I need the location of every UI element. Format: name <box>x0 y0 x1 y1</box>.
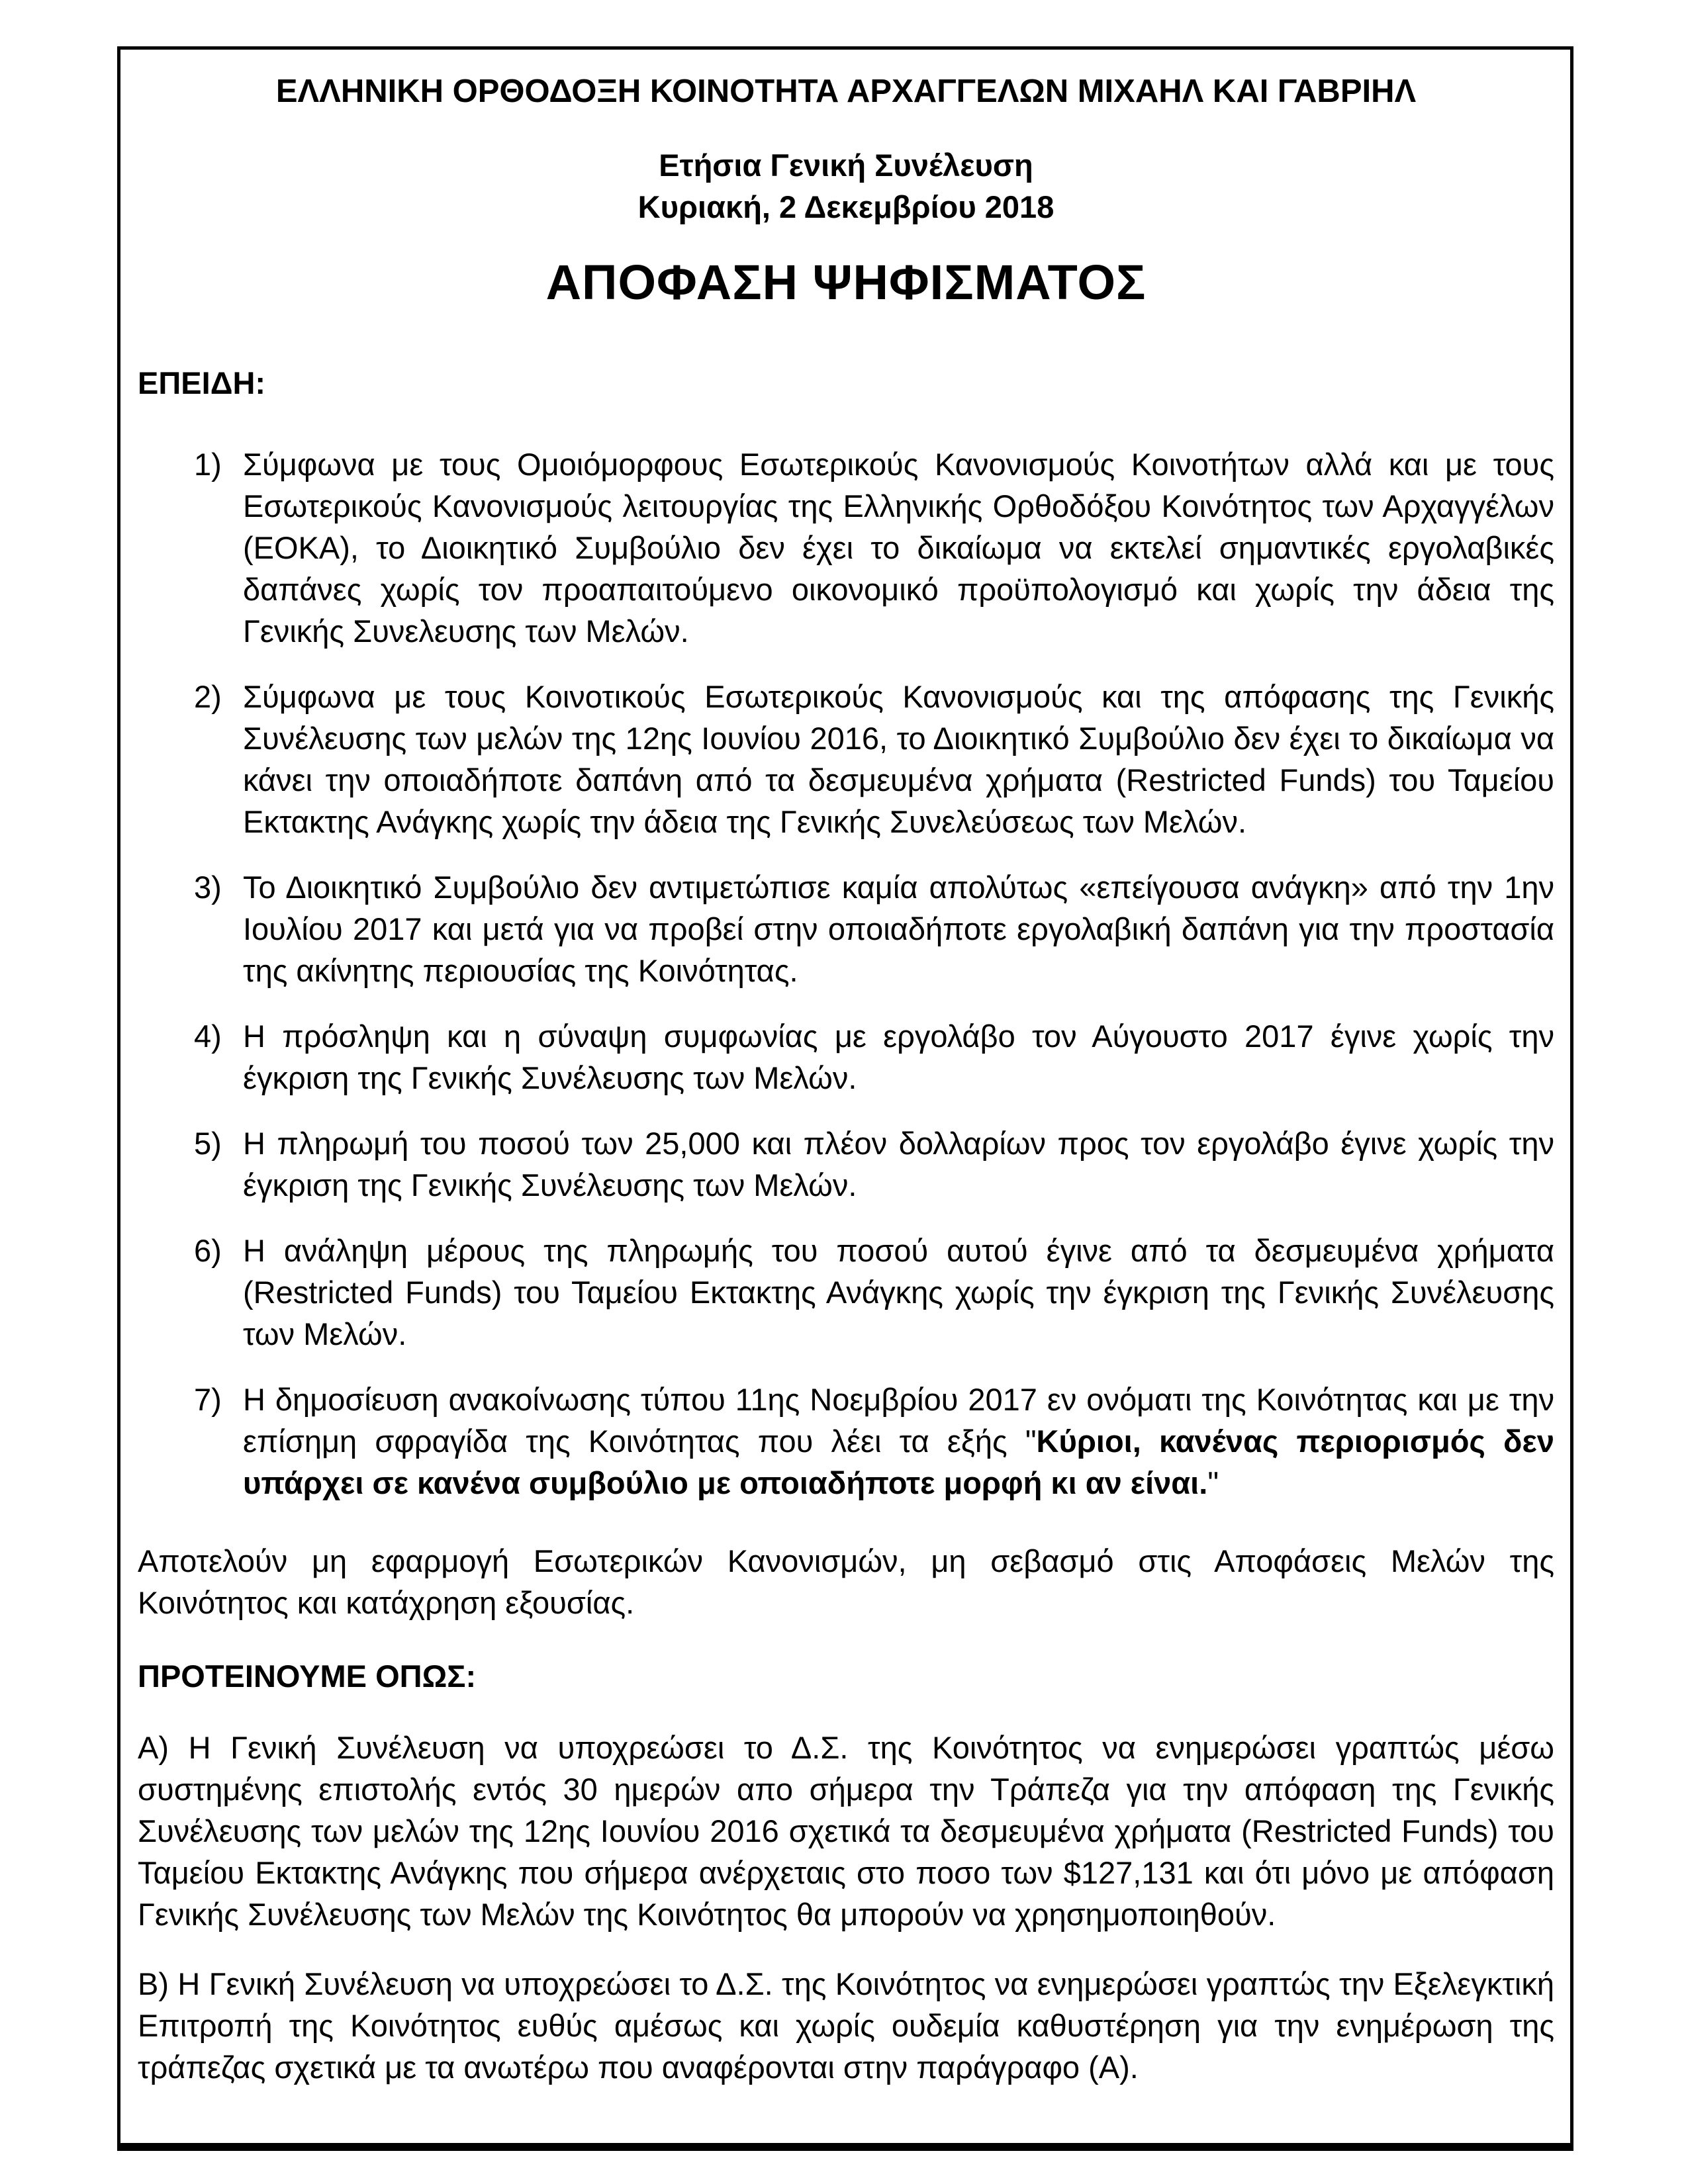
whereas-item-1 <box>194 443 1554 652</box>
item-number: 4) <box>194 1019 222 1054</box>
item-number: 7) <box>194 1382 222 1417</box>
item-text: Η πληρωμή του ποσού των 25,000 και πλέον δολλαρίων προς τον εργολάβο έγινε χωρίς την έγκριση της Γενικής Συνέλευσης των Μελών. <box>243 1126 1554 1203</box>
item-number: 1) <box>194 447 222 482</box>
item-text <box>243 1379 1554 1504</box>
whereas-item-2 <box>194 676 1554 842</box>
proposal-paragraph-a: Α) Η Γενική Συνέλευση να υποχρεώσει το Δ.Σ. της Κοινότητος να ενημερώσει γραπτώς μέσω συστημένης επιστολής εντός 30 ημερών απο σήμερα την Τράπεζα για την απόφαση της Γενικής Συνέλευσης των μελών της 12ης Ιουνίου 2016 σχετικά τα δεσμευμένα χρήματα (Restricted Funds) του Ταμείου Εκτακτης Ανάγκης που σήμερα ανέρχεταις στο ποσο των $127,131 και ότι μόνο με απόφαση Γενικής Συνέλευσης των Μελών της Κοινότητος θα μπορούν να χρησημοποιηθούν. <box>138 1730 1554 1932</box>
whereas-item-3 <box>194 866 1554 991</box>
item-text: Το Διοικητικό Συμβούλιο δεν αντιμετώπισε καμία απολύτως «επείγουσα ανάγκη» από την 1ην Ιουλίου 2017 και μετά για να προβεί στην οποιαδήποτε εργολαβική δαπάνη για την προστασία της ακίνητης περιουσίας της Κοινότητας. <box>243 870 1554 988</box>
meeting-title: Ετήσια Γενική Συνέλευση <box>659 148 1033 183</box>
item-text-normal: Η δημοσίευση ανακοίνωσης τύπου 11ης Νοεμβρίου 2017 εν ονόματι της Κοινότητας και με την επίσημη σφραγίδα της Κοινότητας που λέει τα εξής " <box>243 1382 1554 1459</box>
document-title: ΑΠΟΦΑΣΗ ΨΗΦΙΣΜΑΤΟΣ <box>545 255 1147 310</box>
conclusion-paragraph: Αποτελούν μη εφαρμογή Εσωτερικών Κανονισμών, μη σεβασμό στις Αποφάσεις Μελών της Κοινότητος και κατάχρηση εξουσίας. <box>138 1543 1554 1620</box>
meeting-block <box>138 144 1554 228</box>
whereas-item-4 <box>194 1015 1554 1099</box>
whereas-list <box>138 443 1554 1504</box>
proposal-paragraph-b: Β) Η Γενική Συνέλευση να υποχρεώσει το Δ.Σ. της Κοινότητος να ενημερώσει γραπτώς την Εξελεγκτική Επιτροπή της Κοινότητος ευθύς αμέσως και χωρίς ουδεμία καθυστέρηση για την ενημέρωση της τράπεζας σχετικά με τα ανωτέρω που αναφέρονται στην παράγραφο (Α). <box>138 1966 1554 2085</box>
item-text: Η πρόσληψη και η σύναψη συμφωνίας με εργολάβο τον Αύγουστο 2017 έγινε χωρίς την έγκριση της Γενικής Συνέλευσης των Μελών. <box>243 1019 1554 1095</box>
item-text-closing-quote: " <box>1207 1465 1219 1500</box>
organization-title: ΕΛΛΗΝΙΚΗ ΟΡΘΟΔΟΞΗ ΚΟΙΝΟΤΗΤΑ ΑΡΧΑΓΓΕΛΩΝ ΜΙΧΑΗΛ ΚΑΙ ΓΑΒΡΙΗΛ <box>275 73 1417 109</box>
whereas-item-6 <box>194 1230 1554 1355</box>
whereas-heading: ΕΠΕΙΔΗ: <box>138 365 266 400</box>
propose-heading: ΠΡΟΤΕΙΝΟΥΜΕ ΟΠΩΣ: <box>138 1659 477 1694</box>
item-text: Η ανάληψη μέρους της πληρωμής του ποσού αυτού έγινε από τα δεσμευμένα χρήματα (Restricted Funds) του Ταμείου Εκτακτης Ανάγκης χωρίς την έγκριση της Γενικής Συνέλευσης των Μελών. <box>243 1233 1554 1351</box>
item-text: Σύμφωνα με τους Ομοιόμορφους Εσωτερικούς Κανονισμούς Κοινοτήτων αλλά και με τους Εσωτερικούς Κανονισμούς λειτουργίας της Ελληνικής Ορθοδόξου Κοινότητος των Αρχαγγέλων (ΕΟΚΑ), το Διοικητικό Συμβούλιο δεν έχει το δικαίωμα να εκτελεί σημαντικές εργολαβικές δαπάνες χωρίς τον προαπαιτούμενο οικονομικό προϋπολογισμό και χωρίς την άδεια της Γενικής Συνελευσης των Μελών. <box>243 447 1554 649</box>
item-text: Σύμφωνα με τους Κοινοτικούς Εσωτερικούς Κανονισμούς και της απόφασης της Γενικής Συνέλευσης των μελών της 12ης Ιουνίου 2016, το Διοικητικό Συμβούλιο δεν έχει το δικαίωμα να κάνει την οποιαδήποτε δαπάνη από τα δεσμευμένα χρήματα (Restricted Funds) του Ταμείου Εκτακτης Ανάγκης χωρίς την άδεια της Γενικής Συνελεύσεως των Μελών. <box>243 679 1554 839</box>
meeting-date: Κυριακή, 2 Δεκεμβρίου 2018 <box>637 189 1055 224</box>
document-border-frame <box>117 46 1573 2151</box>
item-number: 2) <box>194 679 222 714</box>
item-number: 6) <box>194 1233 222 1268</box>
whereas-item-7 <box>194 1379 1554 1504</box>
whereas-item-5 <box>194 1122 1554 1206</box>
item-number: 5) <box>194 1126 222 1161</box>
item-text-bold-quote: Κύριοι, κανένας περιορισμός δεν υπάρχει σε κανένα συμβούλιο με οποιαδήποτε μορφή κι αν είναι. <box>243 1424 1554 1500</box>
item-number: 3) <box>194 870 222 905</box>
